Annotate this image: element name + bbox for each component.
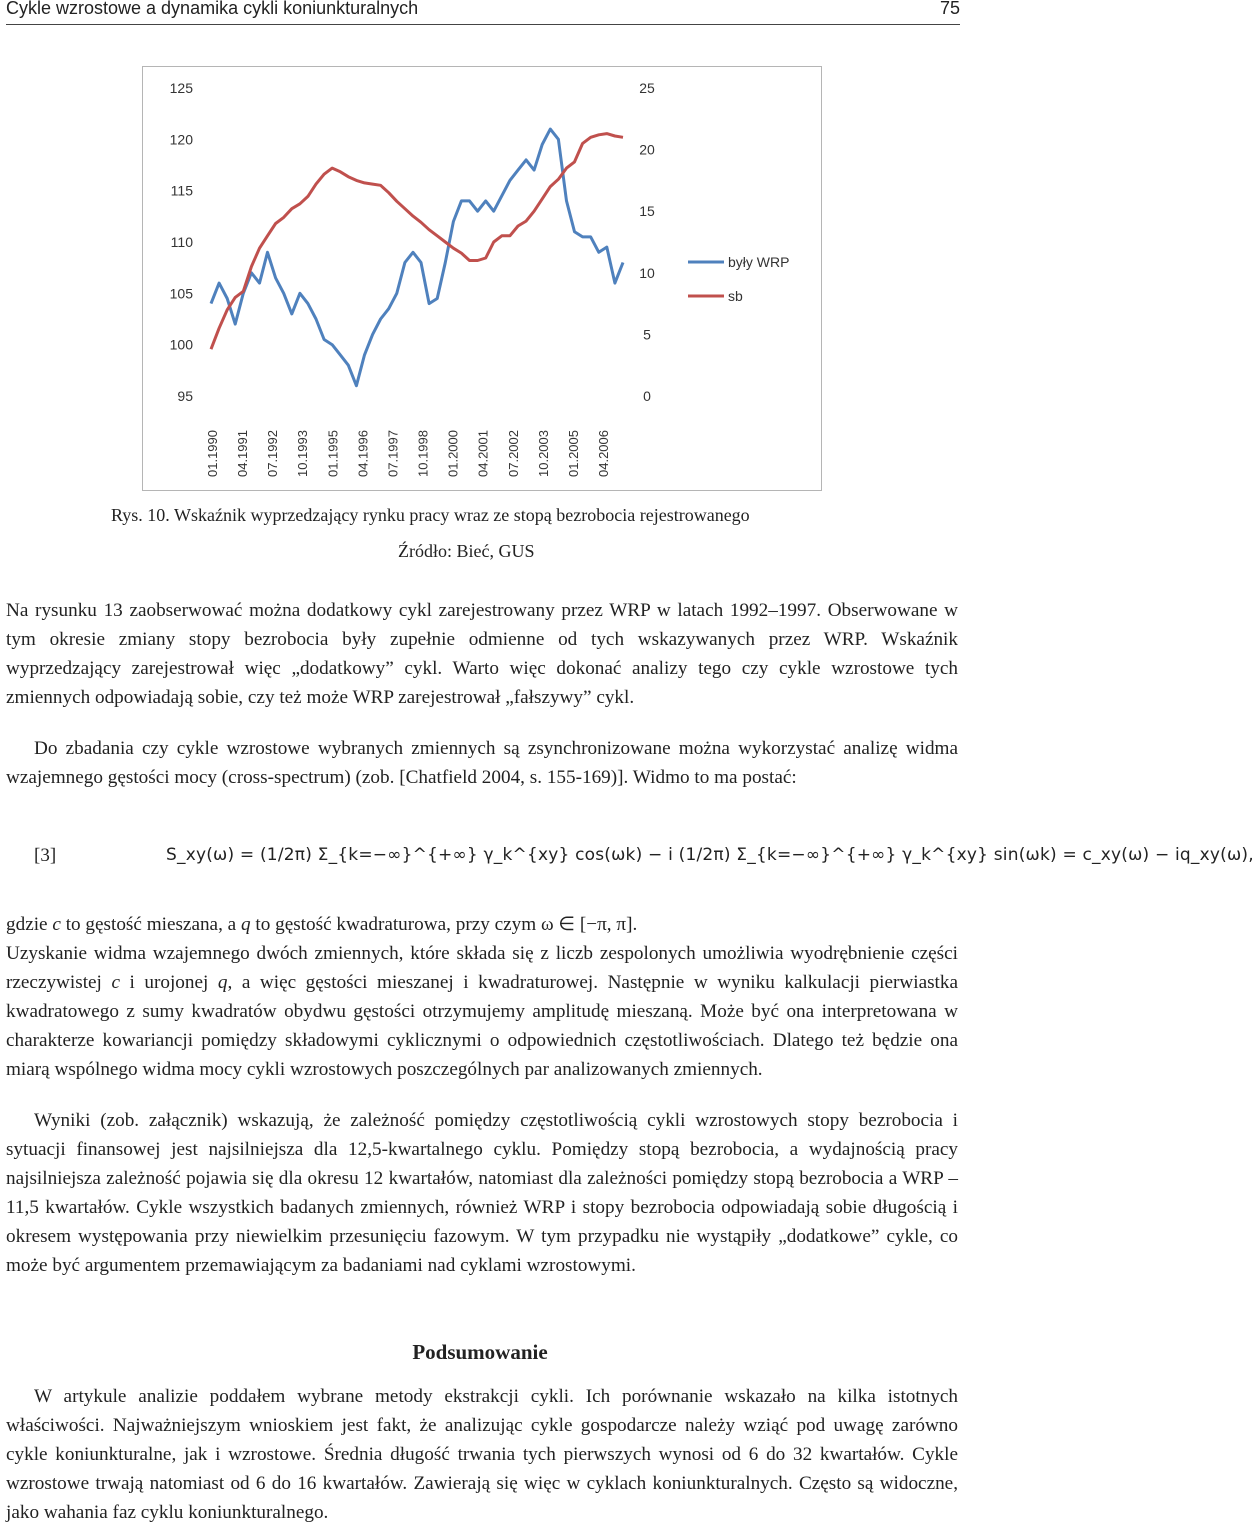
paragraph-1: Na rysunku 13 zaobserwować można dodatkowy cykl zarejestrowany przez WRP w latach 1992–1997. Obserwowane w tym okresie zmiany stopy bezrobocia były zupełnie odmienne od tych wskazywanych przez WRP. Wskaźnik wyprzedzający zarejestrował więc „dodatkowy” cykl. Warto więc dokonać analizy tego czy cykle wzrostowe tych zmiennych odpowiadają sobie, czy też może WRP zarejestrował „fałszywy” cykl. xyxy=(6,600,958,708)
right-axis-tick: 5 xyxy=(643,326,651,343)
formula-where-line xyxy=(6,910,958,939)
right-axis-tick: 20 xyxy=(639,141,655,158)
x-axis-tick: 04.2006 xyxy=(596,430,611,477)
series-line-wrp xyxy=(211,129,623,386)
x-axis-tick: 07.1992 xyxy=(265,430,281,477)
formula-number: [3] xyxy=(34,845,57,866)
left-axis-tick: 115 xyxy=(170,182,193,199)
x-axis-tick: 01.1995 xyxy=(325,430,341,477)
x-axis-tick: 10.2003 xyxy=(535,430,551,477)
paragraph-5: W artykule analizie poddałem wybrane metody ekstrakcji cykli. Ich porównanie wskazało na kilka istotnych właściwości. Najważniejszym wnioskiem jest fakt, że analizując cykle gospodarcze należy wziąć pod uwagę zarówno cykle koniunkturalne, jak i wzrostowe. Średnia długość trwania tych pierwszych wynosi od 6 do 32 kwartałów. Cykle wzrostowe trwają natomiast od 6 do 16 kwartałów. Zawierają się więc w cyklach koniunkturalnych. Często są widoczne, jako wahania faz cyklu koniunkturalnego. xyxy=(6,1386,958,1523)
x-axis-tick: 01.1990 xyxy=(205,430,220,477)
x-axis-tick: 01.2005 xyxy=(565,430,581,477)
where-text-b: to gęstość mieszana, a xyxy=(60,914,241,935)
right-axis-tick: 10 xyxy=(639,264,655,281)
x-axis-tick: 10.1993 xyxy=(295,430,311,477)
x-axis-tick: 04.1996 xyxy=(355,430,371,477)
left-axis-tick: 105 xyxy=(169,285,193,302)
left-axis-tick: 100 xyxy=(169,336,193,353)
legend-label: sb xyxy=(728,288,743,304)
chart-frame xyxy=(142,66,822,491)
paragraph-4: Wyniki (zob. załącznik) wskazują, że zależność pomiędzy częstotliwością cykli wzrostowych stopy bezrobocia i sytuacji finansowej jest najsilniejsza dla 12,5-kwartalnego cyklu. Pomiędzy stopą bezrobocia, a wydajnością pracy najsilniejsza zależność pojawia się dla okresu 12 kwartałów, natomiast dla zależności pomiędzy stopą bezrobocia a WRP – 11,5 kwartałów. Cykle wszystkich badanych zmiennych, również WRP i stopy bezrobocia odpowiadają sobie długością i okresem występowania przy niewielkim przesunięciu fazowym. W tym przypadku nie wystąpiły „dodatkowe” cykle, co może być argumentem przemawiającym za badaniami nad cyklami wzrostowymi. xyxy=(6,1110,958,1276)
where-var-q: q xyxy=(240,914,251,935)
where-range: ω ∈ [−π, π]. xyxy=(540,914,638,935)
para3-var-q: q xyxy=(217,972,228,993)
legend-label: były WRP xyxy=(728,254,790,270)
x-axis-tick: 01.2000 xyxy=(445,430,461,477)
x-axis-tick: 07.1997 xyxy=(385,430,401,477)
running-header xyxy=(6,0,960,25)
formula-expression: S_xy(ω) = (1/2π) Σ_{k=−∞}^{+∞} γ_k^{xy} cos(ωk) − i (1/2π) Σ_{k=−∞}^{+∞} γ_k^{xy} sin(ωk) = c_xy(ω) − iq_xy(ω), xyxy=(166,845,1254,865)
figure-source: Źródło: Bieć, GUS xyxy=(398,541,535,561)
section-heading: Podsumowanie xyxy=(412,1340,548,1364)
left-axis-tick: 125 xyxy=(169,80,193,96)
para3-text-b: i urojonej xyxy=(119,972,218,993)
left-axis-tick: 95 xyxy=(177,388,193,404)
right-axis-tick: 15 xyxy=(639,203,655,220)
where-text-d: to gęstość kwadraturowa, przy czym xyxy=(250,914,541,935)
chart-svg xyxy=(143,67,821,490)
paragraph-3 xyxy=(6,939,958,1084)
paragraph-2: Do zbadania czy cykle wzrostowe wybranych zmiennych są zsynchronizowane można wykorzystać analizę widma wzajemnego gęstości mocy (cross-spectrum) (zob. [Chatfield 2004, s. 155-169)]. Widmo to ma postać: xyxy=(6,738,958,788)
para3-var-c: c xyxy=(111,972,120,993)
x-axis-tick: 04.1991 xyxy=(235,430,251,477)
where-var-c: c xyxy=(52,914,61,935)
x-axis-tick: 07.2002 xyxy=(505,430,521,477)
formula-3 xyxy=(6,842,1254,882)
right-axis-tick: 25 xyxy=(639,80,655,96)
para3-text-d: , a więc gęstości mieszanej i kwadraturowej. Następnie w wyniku kalkulacji pierwiastka kwadratowego z sumy kwadratów obydwu gęstości otrzymujemy amplitudę mieszaną. Może być ona interpretowana w charakterze kowariancji pomiędzy składowymi cyklicznymi o odpowiednich częstotliwościach. Dlatego też będzie ona miarą wspólnego widma mocy cykli wzrostowych poszczególnych par analizowanych zmiennych. xyxy=(6,972,958,1080)
right-axis-tick: 0 xyxy=(643,388,651,404)
figure-caption: Rys. 10. Wskaźnik wyprzedzający rynku pracy wraz ze stopą bezrobocia rejestrowanego xyxy=(111,505,750,525)
running-title: Cykle wzrostowe a dynamika cykli koniunkturalnych xyxy=(6,0,419,18)
page-number: 75 xyxy=(939,0,960,18)
x-axis-tick: 10.1998 xyxy=(415,430,431,477)
para3-text-a: Uzyskanie widma wzajemnego dwóch zmiennych, które składa się z liczb zespolonych umożliwia wyodrębnienie części rzeczywistej xyxy=(6,943,958,993)
left-axis-tick: 110 xyxy=(170,234,193,250)
where-text-a: gdzie xyxy=(6,914,53,935)
left-axis-tick: 120 xyxy=(169,131,193,148)
x-axis-tick: 04.2001 xyxy=(475,430,491,477)
